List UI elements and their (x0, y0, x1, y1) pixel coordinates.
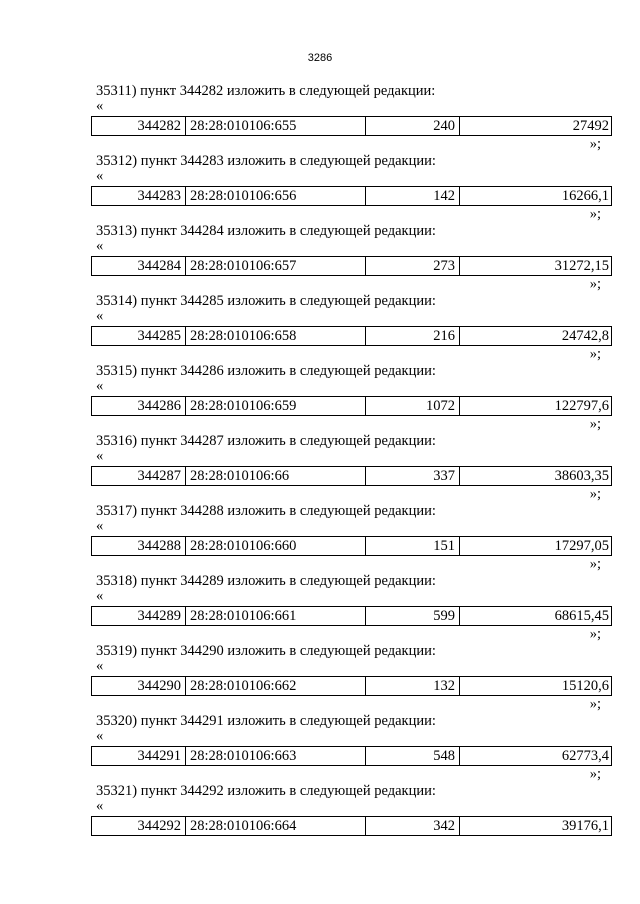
cadastral-number-cell: 28:28:010106:66 (185, 467, 365, 485)
area-cell: 216 (365, 327, 459, 345)
amendment-entry (91, 500, 611, 570)
cadastral-number-cell: 28:28:010106:657 (185, 257, 365, 275)
table-row (91, 116, 612, 136)
amendment-entry (91, 80, 611, 150)
table-row (91, 676, 612, 696)
closing-quote: »; (589, 486, 601, 502)
amendment-instruction: 35321) пункт 344292 изложить в следующей редакции: (96, 783, 436, 799)
item-number-cell: 344283 (137, 188, 181, 204)
closing-quote: »; (589, 416, 601, 432)
value-cell: 24742,8 (459, 327, 611, 345)
value-cell: 62773,4 (459, 747, 611, 765)
table-row (91, 326, 612, 346)
amendment-entry (91, 150, 611, 220)
opening-quote: « (96, 728, 104, 744)
amendment-entry (91, 640, 611, 710)
table-row (91, 536, 612, 556)
page-number: 3286 (307, 52, 333, 64)
amendment-entry (91, 220, 611, 290)
item-number-cell: 344289 (137, 608, 181, 624)
amendment-entry (91, 360, 611, 430)
closing-quote: »; (589, 766, 601, 782)
amendment-entry (91, 780, 611, 850)
closing-quote: »; (589, 276, 601, 292)
value-cell: 17297,05 (459, 537, 611, 555)
opening-quote: « (96, 448, 104, 464)
cadastral-number-cell: 28:28:010106:656 (185, 187, 365, 205)
item-number-cell: 344290 (137, 678, 181, 694)
table-row (91, 396, 612, 416)
area-cell: 548 (365, 747, 459, 765)
table-row (91, 606, 612, 626)
amendment-instruction: 35319) пункт 344290 изложить в следующей редакции: (96, 643, 436, 659)
value-cell: 38603,35 (459, 467, 611, 485)
cadastral-number-cell: 28:28:010106:664 (185, 817, 365, 835)
closing-quote: »; (589, 626, 601, 642)
area-cell: 599 (365, 607, 459, 625)
opening-quote: « (96, 518, 104, 534)
value-cell: 15120,6 (459, 677, 611, 695)
value-cell: 31272,15 (459, 257, 611, 275)
opening-quote: « (96, 798, 104, 814)
area-cell: 342 (365, 817, 459, 835)
opening-quote: « (96, 658, 104, 674)
opening-quote: « (96, 238, 104, 254)
value-cell: 27492 (459, 117, 611, 135)
closing-quote: »; (589, 556, 601, 572)
item-number-cell: 344291 (137, 748, 181, 764)
amendment-instruction: 35314) пункт 344285 изложить в следующей редакции: (96, 293, 436, 309)
value-cell: 122797,6 (459, 397, 611, 415)
item-number-cell: 344282 (137, 118, 181, 134)
table-row (91, 186, 612, 206)
closing-quote: »; (589, 206, 601, 222)
amendment-instruction: 35317) пункт 344288 изложить в следующей редакции: (96, 503, 436, 519)
item-number-cell: 344284 (137, 258, 181, 274)
area-cell: 1072 (365, 397, 459, 415)
table-row (91, 816, 612, 836)
value-cell: 39176,1 (459, 817, 611, 835)
opening-quote: « (96, 98, 104, 114)
amendment-instruction: 35316) пункт 344287 изложить в следующей редакции: (96, 433, 436, 449)
item-number-cell: 344288 (137, 538, 181, 554)
cadastral-number-cell: 28:28:010106:662 (185, 677, 365, 695)
cadastral-number-cell: 28:28:010106:655 (185, 117, 365, 135)
item-number-cell: 344286 (137, 398, 181, 414)
value-cell: 68615,45 (459, 607, 611, 625)
amendment-instruction: 35311) пункт 344282 изложить в следующей редакции: (96, 83, 436, 99)
amendment-instruction: 35315) пункт 344286 изложить в следующей редакции: (96, 363, 436, 379)
closing-quote: »; (589, 696, 601, 712)
table-row (91, 466, 612, 486)
area-cell: 273 (365, 257, 459, 275)
cadastral-number-cell: 28:28:010106:659 (185, 397, 365, 415)
table-row (91, 746, 612, 766)
value-cell: 16266,1 (459, 187, 611, 205)
item-number-cell: 344285 (137, 328, 181, 344)
area-cell: 240 (365, 117, 459, 135)
area-cell: 142 (365, 187, 459, 205)
cadastral-number-cell: 28:28:010106:663 (185, 747, 365, 765)
opening-quote: « (96, 588, 104, 604)
area-cell: 151 (365, 537, 459, 555)
cadastral-number-cell: 28:28:010106:661 (185, 607, 365, 625)
amendment-entry (91, 290, 611, 360)
closing-quote: »; (589, 346, 601, 362)
amendment-entry (91, 710, 611, 780)
amendment-instruction: 35313) пункт 344284 изложить в следующей редакции: (96, 223, 436, 239)
cadastral-number-cell: 28:28:010106:658 (185, 327, 365, 345)
amendment-entry (91, 570, 611, 640)
cadastral-number-cell: 28:28:010106:660 (185, 537, 365, 555)
amendment-entry (91, 430, 611, 500)
amendment-instruction: 35318) пункт 344289 изложить в следующей редакции: (96, 573, 436, 589)
area-cell: 337 (365, 467, 459, 485)
item-number-cell: 344292 (137, 818, 181, 834)
amendment-list (91, 80, 611, 850)
opening-quote: « (96, 168, 104, 184)
amendment-instruction: 35320) пункт 344291 изложить в следующей редакции: (96, 713, 436, 729)
amendment-instruction: 35312) пункт 344283 изложить в следующей редакции: (96, 153, 436, 169)
closing-quote: »; (589, 136, 601, 152)
item-number-cell: 344287 (137, 468, 181, 484)
table-row (91, 256, 612, 276)
area-cell: 132 (365, 677, 459, 695)
opening-quote: « (96, 378, 104, 394)
opening-quote: « (96, 308, 104, 324)
